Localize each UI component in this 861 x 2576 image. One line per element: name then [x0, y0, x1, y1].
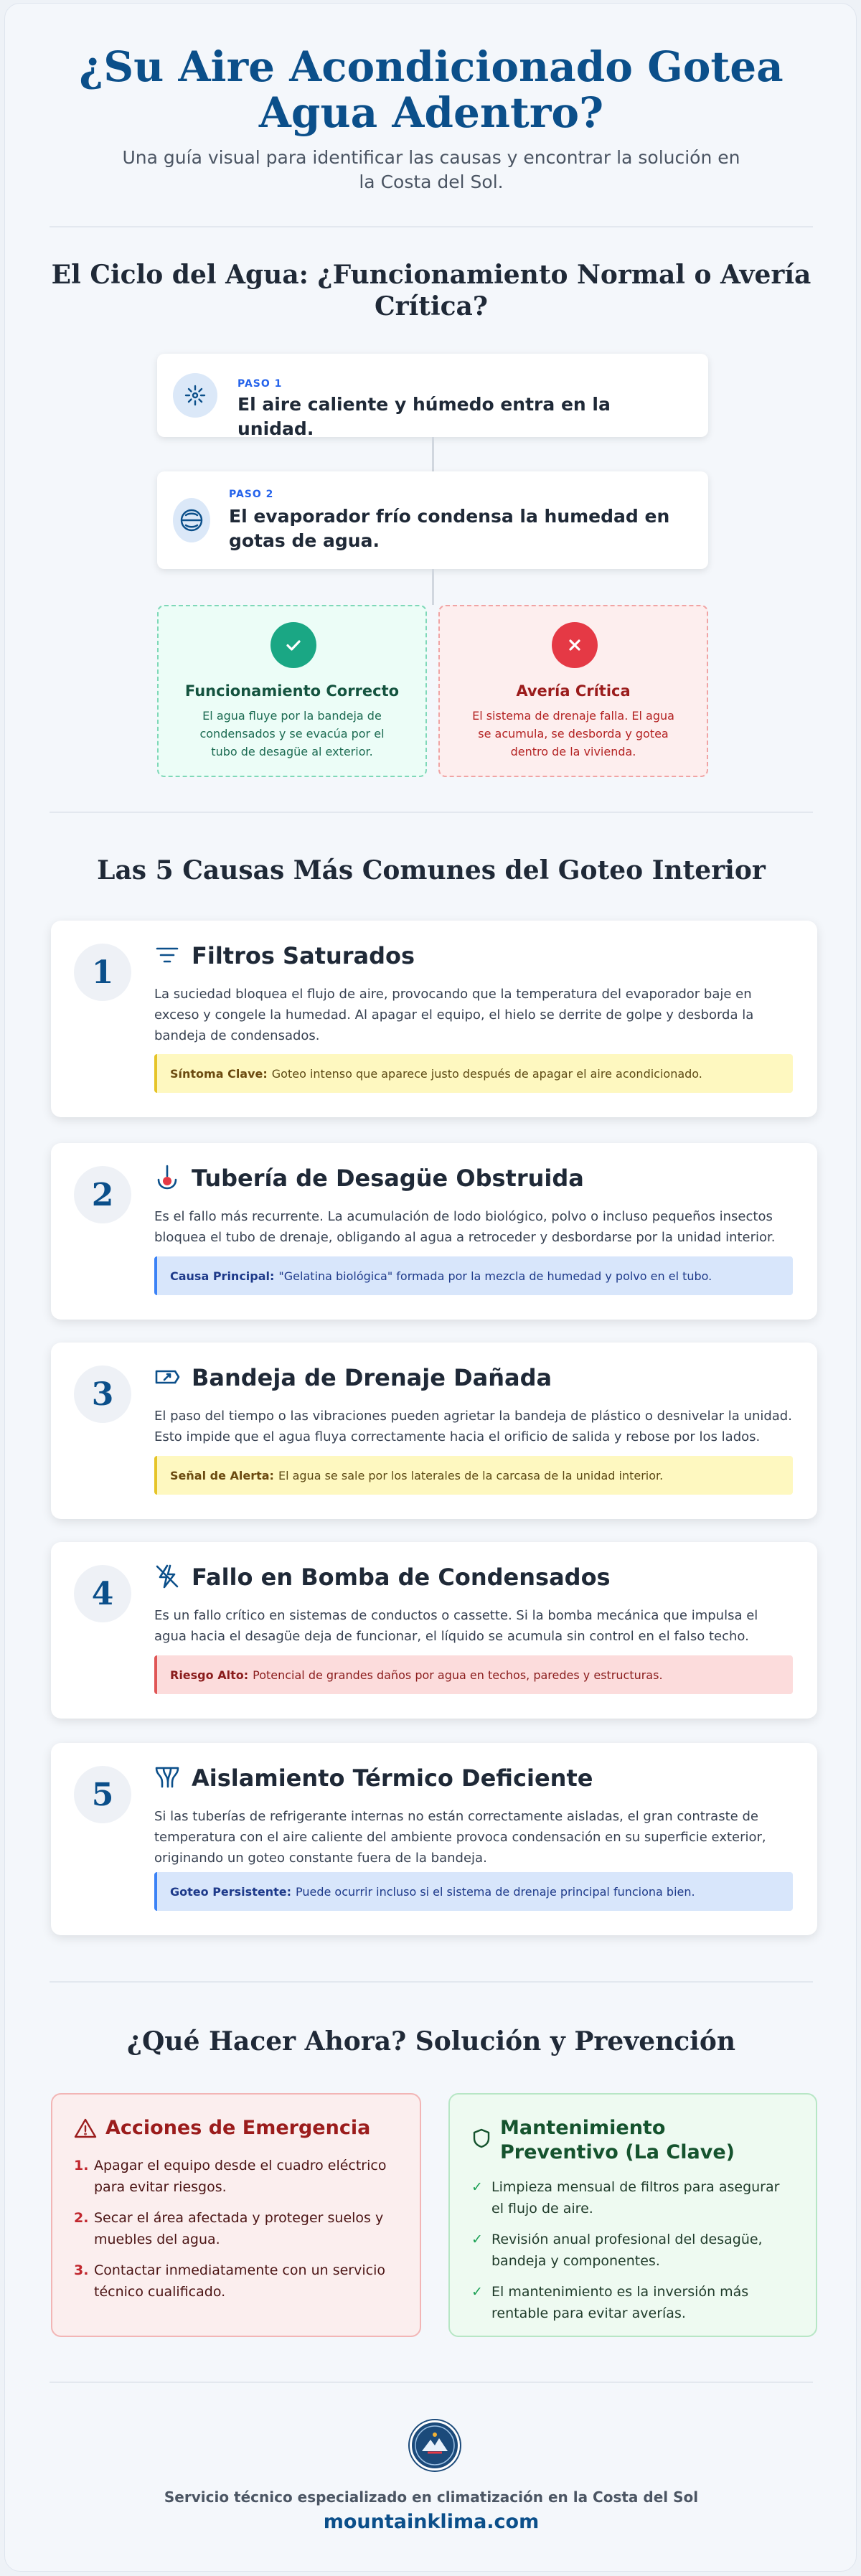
pump-failure-icon [153, 1562, 182, 1591]
warning-icon [74, 2117, 97, 2142]
divider [50, 2382, 813, 2383]
outcome-ok-title: Funcionamiento Correcto [184, 682, 400, 700]
outcome-ok-card [157, 605, 427, 777]
note-text: "Gelatina biológica" formada por la mezcla de humedad y polvo en el tubo. [278, 1269, 712, 1283]
step-text: El aire caliente y húmedo entra en la unidad. [237, 394, 611, 439]
note-text: Goteo intenso que aparece justo después de apagar el aire acondicionado. [271, 1066, 702, 1081]
cause-number: 4 [74, 1565, 131, 1622]
list-item: ✓ Limpieza mensual de filtros para asegurar el flujo de aire. [471, 2179, 780, 2217]
cause-number: 5 [74, 1766, 131, 1823]
infographic-page [4, 3, 857, 2572]
cause-title: Aislamiento Térmico Deficiente [192, 1764, 593, 1792]
cause-number: 3 [74, 1365, 131, 1423]
cause-card [51, 921, 817, 1117]
solution-section-title: ¿Qué Hacer Ahora? Solución y Prevención [126, 2026, 736, 2056]
prevention-panel [448, 2093, 817, 2337]
tray-damaged-icon [153, 1363, 182, 1391]
note-label: Goteo Persistente: [170, 1884, 291, 1899]
note-label: Causa Principal: [170, 1269, 275, 1283]
step-kicker: PASO 1 [237, 378, 283, 390]
prevention-title: Mantenimiento Preventivo (La Clave) [500, 2117, 735, 2163]
footer-tagline: Servicio técnico especializado en climatización en la Costa del Sol [164, 2488, 699, 2506]
emergency-header [74, 2116, 370, 2142]
cause-title: Bandeja de Drenaje Dañada [192, 1364, 552, 1391]
prevention-header [471, 2116, 799, 2165]
emergency-panel [51, 2093, 421, 2337]
list-item: ✓ El mantenimiento es la inversión más rentable para evitar averías. [471, 2284, 749, 2321]
list-item: 1. Apagar el equipo desde el cuadro eléctrico para evitar riesgos. [74, 2158, 387, 2195]
cause-card [51, 1542, 817, 1719]
cause-body: La suciedad bloquea el flujo de aire, provocando que la temperatura del evaporador baje en exceso y congele la humedad. Al apagar el equipo, el hielo se derrite de golpe y desborda la bandeja de condensados. [154, 987, 754, 1043]
note-label: Riesgo Alto: [170, 1668, 249, 1682]
list-item: ✓ Revisión anual profesional del desagüe, bandeja y componentes. [471, 2232, 763, 2269]
cause-note [154, 1872, 793, 1911]
step-text: El evaporador frío condensa la humedad en gotas de agua. [229, 506, 670, 551]
step-kicker: PASO 2 [229, 489, 274, 500]
cause-card [51, 1743, 817, 1935]
cause-title: Tubería de Desagüe Obstruida [192, 1165, 584, 1192]
close-icon [552, 622, 598, 668]
cause-body: Es el fallo más recurrente. La acumulación de lodo biológico, polvo o incluso pequeños insectos bloquea el tubo de drenaje, obligando al agua a retroceder y desbordarse por la unidad interior. [154, 1209, 776, 1245]
cause-title: Fallo en Bomba de Condensados [192, 1564, 611, 1591]
flow-connector [432, 569, 434, 605]
cause-note [154, 1655, 793, 1694]
cause-body: El paso del tiempo o las vibraciones pueden agrietar la bandeja de plástico o desnivelar la unidad. Esto impide que el agua fluya correctamente hacia el orificio de salida y rebose por los lados. [154, 1409, 792, 1444]
company-logo [410, 2420, 460, 2471]
shield-icon [471, 2128, 491, 2152]
cause-body: Si las tuberías de refrigerante internas no están correctamente aisladas, el gran contraste de temperatura con el aire caliente del ambiente provoca condensación en su superficie exterior, originando un goteo constante fuera de la bandeja. [154, 1809, 766, 1866]
causes-section-title: Las 5 Causas Más Comunes del Goteo Interior [97, 855, 766, 885]
check-icon [270, 622, 316, 668]
note-label: Señal de Alerta: [170, 1468, 274, 1482]
outcome-ok-text: El agua fluye por la bandeja de condensados y se evacúa por el tubo de desagüe al exterior. [199, 709, 385, 758]
prevention-list [471, 2176, 794, 2333]
cause-card [51, 1343, 817, 1519]
divider [50, 1981, 813, 1983]
emergency-title: Acciones de Emergencia [105, 2117, 371, 2139]
divider [50, 812, 813, 813]
insulation-icon [153, 1763, 182, 1792]
website-link[interactable]: mountainklima.com [323, 2511, 540, 2533]
cycle-step-1 [157, 354, 708, 437]
outcome-bad-title: Avería Crítica [516, 682, 631, 700]
cause-note [154, 1456, 793, 1495]
note-text: El agua se sale por los laterales de la carcasa de la unidad interior. [278, 1468, 664, 1482]
outcome-bad-text: El sistema de drenaje falla. El agua se acumula, se desborda y gotea dentro de la vivienda. [472, 709, 674, 758]
cause-number: 2 [74, 1166, 131, 1223]
divider [50, 226, 813, 227]
cause-card [51, 1143, 817, 1320]
air-flow-icon [173, 373, 217, 418]
cause-title: Filtros Saturados [192, 942, 415, 969]
cycle-section-title: El Ciclo del Agua: ¿Funcionamiento Normal o Avería Crítica? [51, 260, 811, 321]
filter-icon [153, 941, 182, 969]
cause-body: Es un fallo crítico en sistemas de conductos o cassette. Si la bomba mecánica que impulsa el agua hacia el desagüe deja de funcionar, el líquido se acumula sin control en el falso techo. [154, 1608, 758, 1644]
pipe-blocked-icon [153, 1163, 182, 1192]
cause-number: 1 [74, 944, 131, 1001]
cycle-step-2 [157, 471, 708, 569]
note-text: Potencial de grandes daños por agua en techos, paredes y estructuras. [253, 1668, 663, 1682]
note-text: Puede ocurrir incluso si el sistema de drenaje principal funciona bien. [295, 1884, 695, 1899]
cause-note [154, 1054, 793, 1093]
page-subtitle: Una guía visual para identificar las causas y encontrar la solución en la Costa del Sol. [122, 147, 740, 192]
emergency-list [74, 2155, 398, 2312]
list-item: 3. Contactar inmediatamente con un servicio técnico cualificado. [74, 2262, 385, 2300]
flow-connector [432, 437, 434, 471]
outcome-bad-card [438, 605, 708, 777]
list-item: 2. Secar el área afectada y proteger suelos y muebles del agua. [74, 2210, 384, 2247]
page-title: ¿Su Aire Acondicionado Gotea Agua Adentro? [79, 42, 784, 137]
cause-note [154, 1256, 793, 1295]
evaporator-icon [173, 498, 210, 542]
note-label: Síntoma Clave: [170, 1066, 268, 1081]
